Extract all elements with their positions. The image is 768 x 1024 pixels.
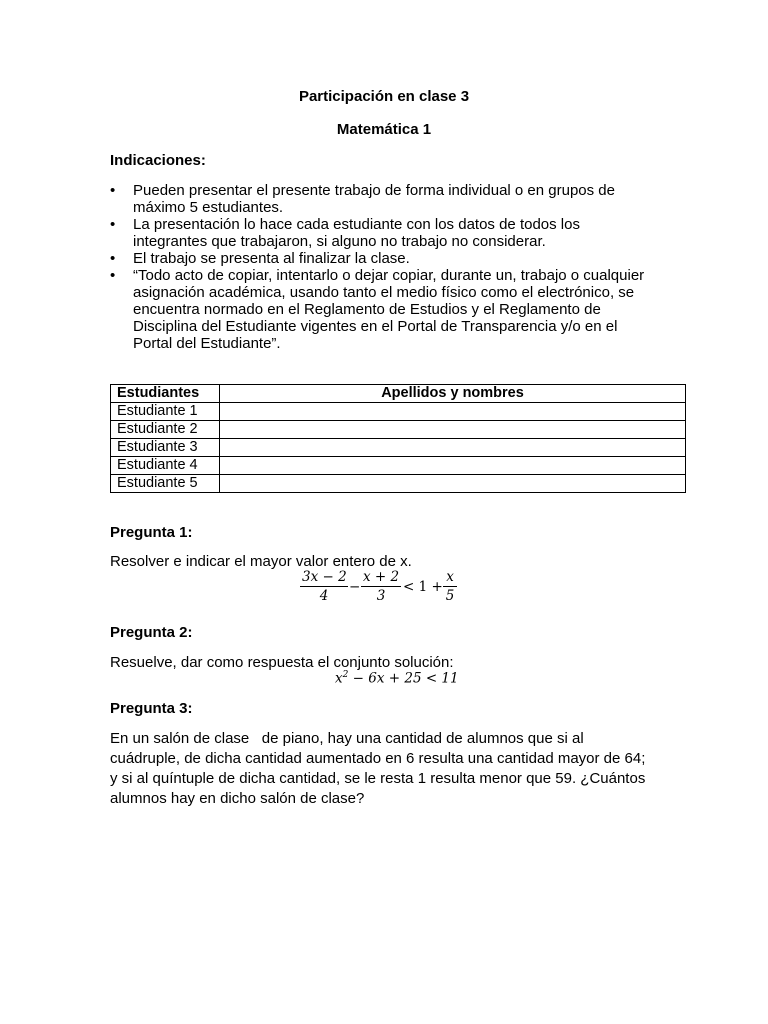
student-name-cell[interactable] [220, 421, 686, 439]
table-row [111, 457, 686, 475]
bullet-icon: • [110, 182, 116, 199]
question-2-title: Pregunta 2: [110, 624, 193, 641]
student-label: Estudiante 2 [111, 421, 220, 439]
indication-text: La presentación lo hace cada estudiante con los datos de todos los integrantes que trabajaron, si alguno no trabajo no considerar. [133, 216, 580, 250]
table-row [111, 403, 686, 421]
indications-list [110, 182, 650, 352]
fraction-2-denominator: 3 [376, 588, 386, 604]
students-table [110, 384, 686, 493]
fraction-3-denominator: 5 [445, 588, 455, 604]
student-name-cell[interactable] [220, 475, 686, 493]
fraction-1-denominator: 4 [319, 588, 329, 604]
indication-item [110, 216, 650, 250]
indication-item [110, 267, 650, 352]
document-subtitle: Matemática 1 [336, 121, 432, 138]
fraction-3-numerator: x [443, 569, 457, 587]
question-2-inequality [335, 670, 459, 687]
fraction-2 [361, 569, 401, 604]
student-label: Estudiante 4 [111, 457, 220, 475]
question-1-text: Resolver e indicar el mayor valor entero de x. [110, 553, 412, 570]
bullet-icon: • [110, 267, 116, 284]
math-rest: − 6x + 25 < 11 [348, 670, 459, 687]
header-names: Apellidos y nombres [220, 385, 686, 403]
bullet-icon: • [110, 216, 116, 233]
indication-item [110, 250, 650, 267]
document-title: Participación en clase 3 [298, 88, 470, 105]
table-header-row [111, 385, 686, 403]
student-label: Estudiante 5 [111, 475, 220, 493]
fraction-1 [300, 569, 348, 604]
math-exponent: 2 [342, 670, 349, 680]
question-1-title: Pregunta 1: [110, 524, 193, 541]
fraction-2-numerator: x + 2 [363, 569, 400, 585]
fraction-3 [443, 569, 457, 604]
question-3-title: Pregunta 3: [110, 700, 193, 717]
inequality-rhs: < 1 + [403, 579, 443, 595]
question-3-text: En un salón de clase de piano, hay una cantidad de alumnos que si al cuádruple, de dicha cantidad aumentado en 6 resulta una cantidad mayor de 64; y si al quíntuple de dicha cantidad, se le resta 1 resulta menor que 59. ¿Cuántos alumnos hay en dicho salón de clase? [110, 730, 650, 807]
table-row [111, 475, 686, 493]
header-students: Estudiantes [111, 385, 220, 403]
fraction-1-numerator: 3x − 2 [302, 569, 347, 585]
minus-operator: − [349, 579, 361, 595]
student-name-cell[interactable] [220, 457, 686, 475]
student-label: Estudiante 3 [111, 439, 220, 457]
question-2-text: Resuelve, dar como respuesta el conjunto solución: [110, 654, 454, 671]
bullet-icon: • [110, 250, 116, 267]
table-row [111, 439, 686, 457]
math-base: x [335, 670, 343, 687]
indication-text: Pueden presentar el presente trabajo de forma individual o en grupos de máximo 5 estudiantes. [133, 182, 615, 216]
student-name-cell[interactable] [220, 439, 686, 457]
indication-text: El trabajo se presenta al finalizar la clase. [133, 250, 410, 267]
student-label: Estudiante 1 [111, 403, 220, 421]
table-row [111, 421, 686, 439]
indication-text: “Todo acto de copiar, intentarlo o dejar copiar, durante un, trabajo o cualquier asignación académica, usando tanto el medio físico como el electrónico, se encuentra normado en el Reglamento de Estudios y el Reglamento de Disciplina del Estudiante vigentes en el Portal de Transparencia y/o en el Portal del Estudiante”. [133, 267, 645, 352]
student-name-cell[interactable] [220, 403, 686, 421]
indications-heading: Indicaciones: [110, 152, 206, 169]
indication-item [110, 182, 650, 216]
